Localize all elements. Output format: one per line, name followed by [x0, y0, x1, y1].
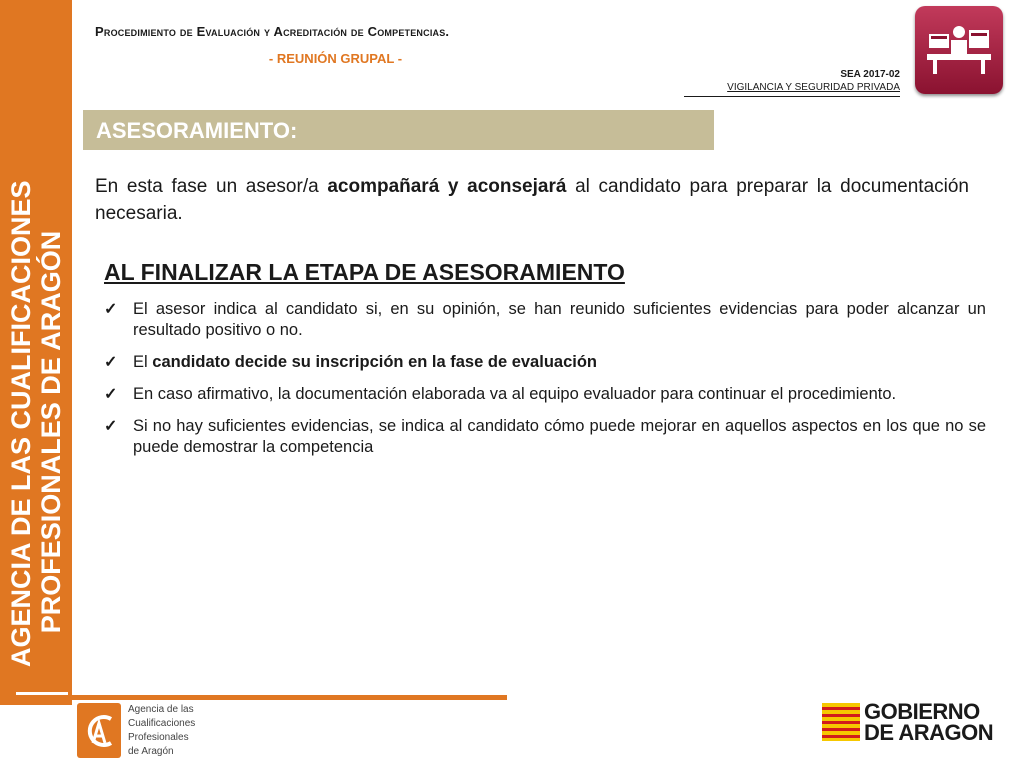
list-item [104, 416, 986, 458]
check-icon: ✓ [104, 386, 118, 403]
section-banner [83, 110, 714, 150]
aragon-flag-icon [822, 703, 860, 741]
government-name-line-1: GOBIERNO [864, 699, 980, 724]
list-item [104, 299, 986, 341]
agency-name-line-2: Cualificaciones [128, 718, 196, 729]
agency-name-line-3: Profesionales [128, 732, 189, 743]
check-icon: ✓ [104, 418, 118, 435]
meeting-icon [915, 6, 1003, 94]
bottom-divider [72, 695, 507, 700]
sidebar-line-1: AGENCIA DE LAS CUALIFICACIONES [6, 180, 36, 667]
government-name-line-2: DE ARAGON [864, 720, 994, 745]
course-code: SEA 2017-02 [840, 69, 900, 80]
bullet-list [104, 299, 986, 469]
list-item-text: El asesor indica al candidato si, en su opinión, se han reunido suficientes evidencias para poder alcanzar un resultado positivo o no. [133, 300, 986, 339]
list-item [104, 352, 986, 373]
list-item-text: En caso afirmativo, la documentación elaborada va al equipo evaluador para continuar el procedimiento. [133, 385, 897, 403]
intro-emphasis: acompañará y aconsejará [327, 176, 567, 197]
list-item-emphasis: candidato decide su inscripción en la fase de evaluación [152, 353, 597, 371]
specialty-label: VIGILANCIA Y SEGURIDAD PRIVADA [727, 82, 900, 93]
agency-name-line-1: Agencia de las [128, 704, 194, 715]
intro-text-end: al candidato para preparar la documentación necesaria. [95, 176, 969, 224]
header-divider [684, 96, 900, 97]
agency-name-line-4: de Aragón [128, 746, 174, 757]
list-item [104, 384, 986, 405]
check-icon: ✓ [104, 354, 118, 371]
intro-paragraph [95, 173, 969, 227]
page-title: Procedimiento de Evaluación y Acreditación de Competencias. [95, 24, 450, 39]
section-title: ASESORAMIENTO: [96, 118, 298, 143]
intro-text-start: En esta fase un asesor/a [95, 176, 328, 197]
sidebar-divider [16, 692, 68, 695]
acpa-logo-icon [77, 703, 121, 758]
list-item-text: Si no hay suficientes evidencias, se indica al candidato cómo puede mejorar en aquellos aspectos en los que no se puede demostrar la competencia [133, 417, 986, 456]
agency-name [128, 703, 195, 759]
page-subtitle: - REUNIÓN GRUPAL - [268, 51, 403, 66]
section-subheading: AL FINALIZAR LA ETAPA DE ASESORAMIENTO [104, 259, 625, 285]
sidebar-agency-title [6, 180, 66, 667]
sidebar-line-2: PROFESIONALES DE ARAGÓN [36, 230, 66, 634]
list-item-prefix: El [133, 353, 153, 371]
sidebar-band [0, 0, 72, 705]
check-icon: ✓ [104, 301, 118, 318]
